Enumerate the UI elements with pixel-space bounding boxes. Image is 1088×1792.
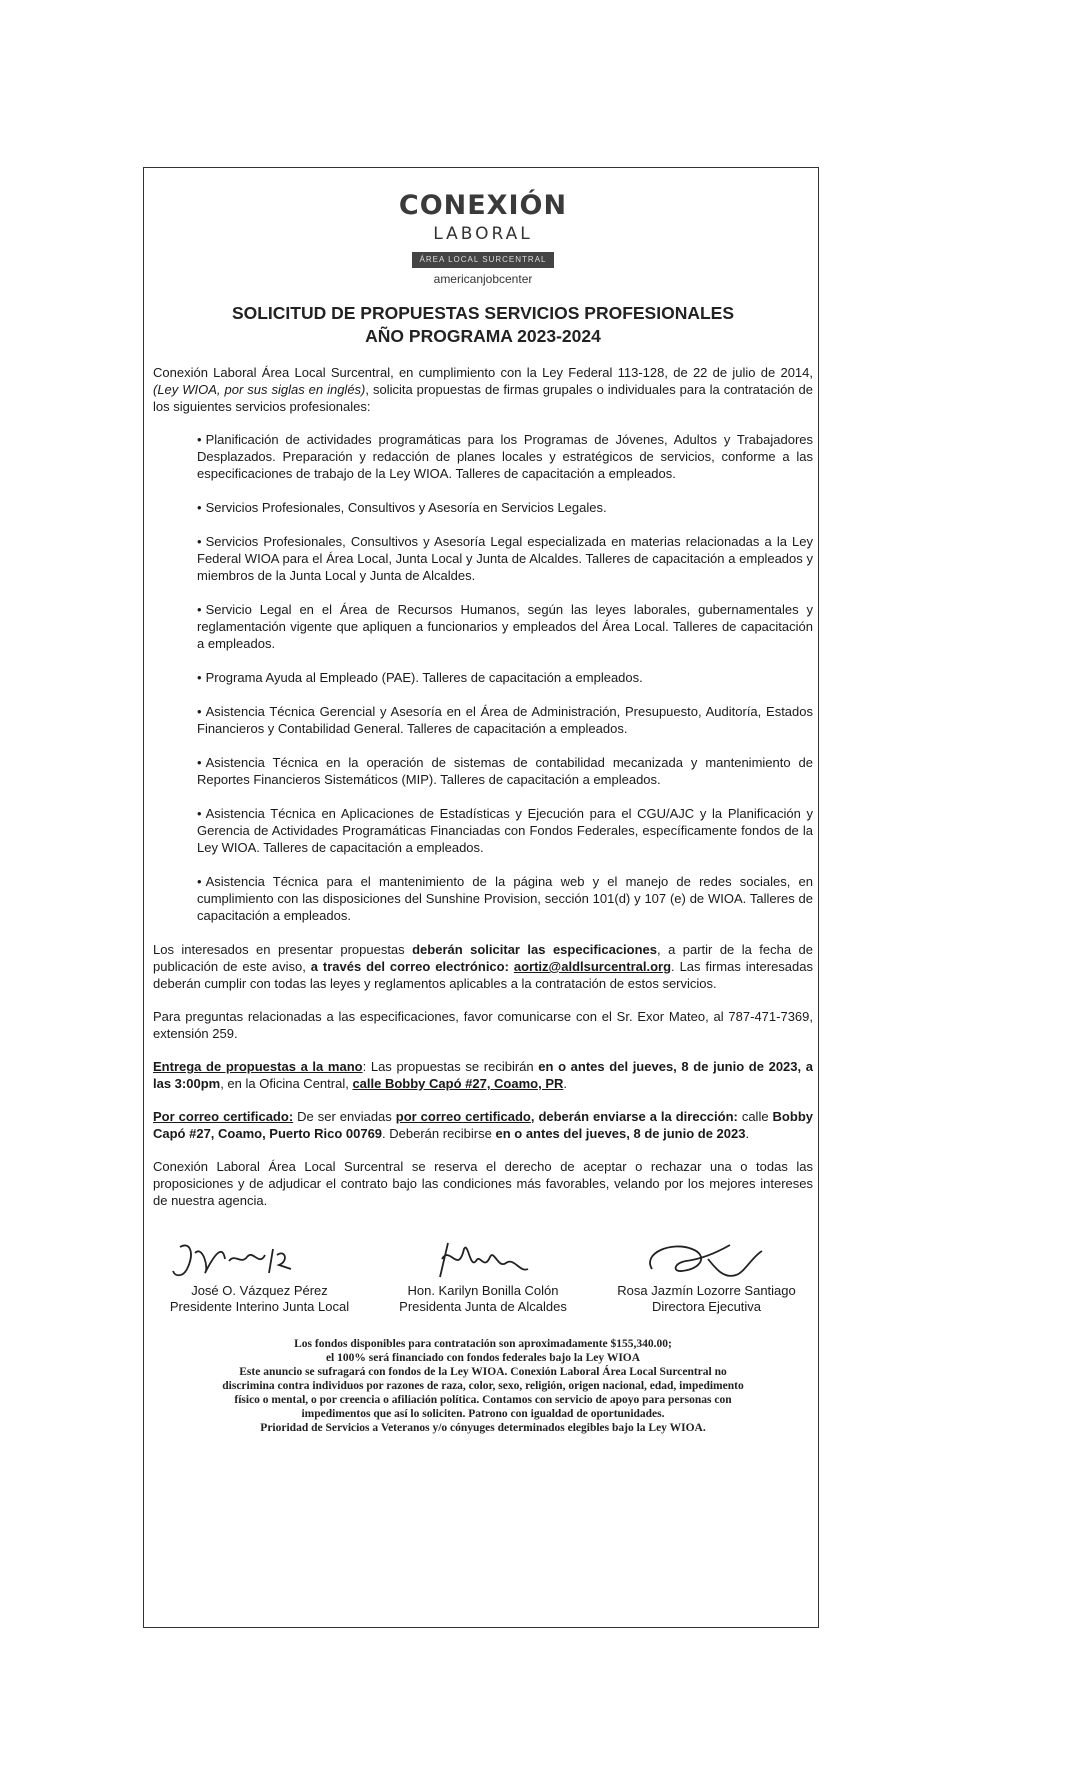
intro-paragraph: Conexión Laboral Área Local Surcentral, en cumplimiento con la Ley Federal 113-128, de 22 de julio de 2014, (Ley WIOA, por sus siglas en inglés), solicita propuestas de firmas grupales o individuales para la contratación de los siguientes servicios profesionales: (153, 365, 813, 414)
footer-line: Este anuncio se sufragará con fondos de la Ley WIOA. Conexión Laboral Área Local Surcentral no (239, 1366, 727, 1378)
service-item: • Servicio Legal en el Área de Recursos Humanos, según las leyes laborales, gubernamentales y reglamentación vigente que apliquen a funcionarios y empleados del Área Local. Talleres de capacitación a empleados. (197, 602, 813, 651)
signature-block (381, 1239, 586, 1315)
reservation-paragraph: Conexión Laboral Área Local Surcentral se reserva el derecho de aceptar o rechazar una o todas las proposiciones y de adjudicar el contrato bajo las condiciones más favorables, velando por los mejores intereses de nuestra agencia. (153, 1159, 813, 1208)
handwritten-signature-icon (388, 1239, 578, 1283)
footer-line: Prioridad de Servicios a Veteranos y/o cónyuges determinados elegibles bajo la Ley WIOA. (260, 1422, 706, 1434)
bullet-mark: • (197, 704, 202, 719)
bullet-mark: • (197, 755, 202, 770)
service-item: • Servicios Profesionales, Consultivos y Asesoría en Servicios Legales. (197, 500, 607, 515)
signer-role: Directora Ejecutiva (651, 1299, 762, 1314)
service-item: • Planificación de actividades programáticas para los Programas de Jóvenes, Adultos y Trabajadores Desplazados. Preparación y redacción de planes locales y estratégicos de servicios, conforme a las especificaciones de trabajo de la Ley WIOA. Talleres de capacitación a empleados. (197, 432, 813, 481)
signer-role: Presidente Interino Junta Local (169, 1299, 350, 1314)
bullet-mark: • (197, 432, 202, 447)
footer-line: discrimina contra individuos por razones de raza, color, sexo, religión, origen nacional, edad, impedimento (222, 1380, 744, 1392)
signature-block (604, 1239, 809, 1315)
bullet-mark: • (197, 670, 202, 685)
signer-name: Rosa Jazmín Lozorre Santiago (617, 1283, 796, 1298)
title-line-2: AÑO PROGRAMA 2023-2024 (365, 326, 601, 346)
service-item: • Programa Ayuda al Empleado (PAE). Talleres de capacitación a empleados. (197, 670, 643, 685)
service-item: • Servicios Profesionales, Consultivos y Asesoría Legal especializada en materias relacionadas a la Ley Federal WIOA para el Área Local, Junta Local y Junta de Alcaldes. Talleres de capacitación a empleados y miembros de la Junta Local y Junta de Alcaldes. (197, 534, 813, 583)
bullet-mark: • (197, 874, 202, 889)
footer-line: impedimentos que así lo soliciten. Patrono con igualdad de oportunidades. (301, 1408, 665, 1420)
service-item: • Asistencia Técnica para el mantenimiento de la página web y el manejo de redes sociales, en cumplimiento con las disposiciones del Sunshine Provision, sección 101(d) y 107 (e) de WIOA. Talleres de capacitación a empleados. (197, 874, 813, 923)
logo-subtitle: LABORAL (433, 224, 533, 244)
bullet-mark: • (197, 534, 202, 549)
service-item: • Asistencia Técnica en la operación de sistemas de contabilidad mecanizada y mantenimiento de Reportes Financieros Sistemáticos (MIP). Talleres de capacitación a empleados. (197, 755, 813, 787)
interest-paragraph: Los interesados en presentar propuestas deberán solicitar las especificaciones, a partir de la fecha de publicación de este aviso, a través del correo electrónico: aortiz@aldlsurcentral.org. Las firmas interesadas deberán cumplir con todas las leyes y reglamentos aplicables a la contratación de estos servicios. (153, 942, 813, 991)
handwritten-signature-icon (612, 1239, 802, 1283)
signer-role: Presidenta Junta de Alcaldes (399, 1299, 567, 1314)
questions-paragraph: Para preguntas relacionadas a las especificaciones, favor comunicarse con el Sr. Exor Mateo, al 787-471-7369, extensión 259. (153, 1009, 813, 1041)
logo-title: CONEXIÓN (398, 190, 568, 221)
american-job-center-logo: americanjobcenter (433, 272, 533, 286)
document-title (153, 302, 813, 348)
signer-name: Hon. Karilyn Bonilla Colón (407, 1283, 559, 1298)
contact-email-link[interactable]: aortiz@aldlsurcentral.org (513, 959, 672, 974)
signature-block (157, 1239, 362, 1315)
footer-line: el 100% será financiado con fondos federales bajo la Ley WIOA (325, 1352, 641, 1364)
notice-content (153, 190, 813, 1435)
service-item: • Asistencia Técnica Gerencial y Asesoría en el Área de Administración, Presupuesto, Auditoría, Estados Financieros y Contabilidad General. Talleres de capacitación a empleados. (197, 704, 813, 736)
handwritten-signature-icon (165, 1239, 355, 1283)
conexion-laboral-logo (153, 190, 813, 286)
bullet-mark: • (197, 500, 202, 515)
funding-disclaimer (153, 1337, 813, 1435)
bullet-mark: • (197, 602, 202, 617)
footer-line: Los fondos disponibles para contratación son aproximadamente $155,340.00; (294, 1338, 672, 1350)
footer-line: físico o mental, o por creencia o afiliación política. Contamos con servicio de apoyo para personas con (234, 1394, 732, 1406)
service-item: • Asistencia Técnica en Aplicaciones de Estadísticas y Ejecución para el CGU/AJC y la Planificación y Gerencia de Actividades Programáticas Financiadas con Fondos Federales, específicamente fondos de la Ley WIOA. Talleres de capacitación a empleados. (197, 806, 813, 855)
signatures-row (153, 1239, 813, 1315)
title-line-1: SOLICITUD DE PROPUESTAS SERVICIOS PROFESIONALES (231, 303, 735, 323)
signer-name: José O. Vázquez Pérez (191, 1283, 328, 1298)
bullet-mark: • (197, 806, 202, 821)
logo-region-bar: ÁREA LOCAL SURCENTRAL (412, 252, 555, 268)
certified-mail-paragraph: Por correo certificado: De ser enviadas por correo certificado, deberán enviarse a la dirección: calle Bobby Capó #27, Coamo, Puerto Rico 00769. Deberán recibirse en o antes del jueves, 8 de junio de 2023. (153, 1109, 813, 1141)
services-list (197, 431, 813, 924)
hand-delivery-paragraph: Entrega de propuestas a la mano: Las propuestas se recibirán en o antes del jueves, 8 de junio de 2023, a las 3:00pm, en la Oficina Central, calle Bobby Capó #27, Coamo, PR. (153, 1059, 813, 1091)
